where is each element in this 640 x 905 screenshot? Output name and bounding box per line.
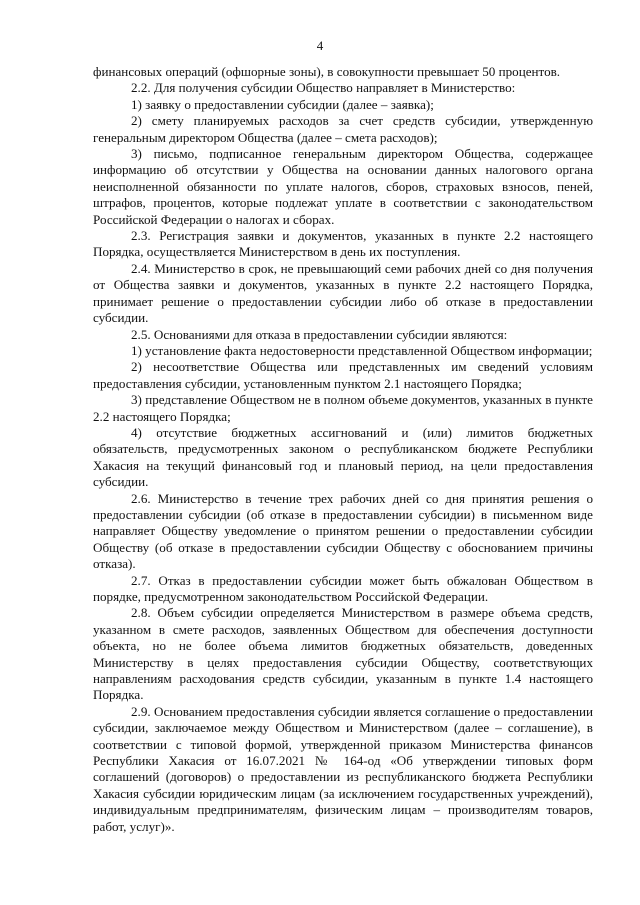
paragraph-2-3: 2.3. Регистрация заявки и документов, указанных в пункте 2.2 настоящего Порядка, осуществляется Министерством в день их поступления. [93, 228, 593, 260]
paragraph-2-5: 2.5. Основаниями для отказа в предоставлении субсидии являются: [131, 326, 508, 342]
paragraph-2-5-item-4: 4) отсутствие бюджетных ассигнований и (или) лимитов бюджетных обязательств, предусмотренных законом о республиканском бюджете Республики Хакасия на текущий финансовый год и плановый период, на цели предоставления субсидии. [93, 424, 593, 490]
paragraph-2-4: 2.4. Министерство в срок, не превышающий семи рабочих дней со дня получения от Общества заявки и документов, указанных в пункте 2.2 настоящего Порядка, принимает решение о предоставлении субсидии либо об отказе в предоставлении субсидии. [93, 260, 593, 326]
paragraph-2-7: 2.7. Отказ в предоставлении субсидии может быть обжалован Обществом в порядке, предусмотренном законодательством Российской Федерации. [93, 572, 593, 604]
paragraph-2-2: 2.2. Для получения субсидии Общество направляет в Министерство: [131, 80, 516, 96]
paragraph-2-5-item-3: 3) представление Обществом не в полном объеме документов, указанных в пункте 2.2 настоящего Порядка; [93, 392, 593, 424]
paragraph-2-5-item-1: 1) установление факта недостоверности представленной Обществом информации; [131, 342, 593, 358]
paragraph-2-2-item-1: 1) заявку о предоставлении субсидии (далее – заявка); [131, 96, 434, 112]
paragraph-2-2-item-3: 3) письмо, подписанное генеральным директором Общества, содержащее информацию об отсутствии у Общества на основании данных налогового органа неисполненной обязанности по уплате налогов, сборов, страховых взносов, пеней, штрафов, процентов, которые подлежат уплате в соответствии с законодательством Российской Федерации о налогах и сборах. [93, 146, 593, 227]
paragraph-2-5-item-2: 2) несоответствие Общества или представленных им сведений условиям предоставления субсидии, установленным пунктом 2.1 настоящего Порядка; [93, 359, 593, 391]
document-body [93, 64, 593, 835]
paragraph-2-8: 2.8. Объем субсидии определяется Министерством в размере объема средств, указанном в смете расходов, заявленных Обществом для обеспечения доступности объекта, но не более объема лимитов бюджетных обязательств, доведенных Министерству в целях предоставления субсидии Обществу, соответствующих направлениям расходования средств субсидии, указанным в пункте 1.4 настоящего Порядка. [93, 605, 593, 703]
paragraph-continuation: финансовых операций (офшорные зоны), в совокупности превышает 50 процентов. [93, 64, 561, 79]
paragraph-2-2-item-2: 2) смету планируемых расходов за счет средств субсидии, утвержденную генеральным директором Общества (далее – смета расходов); [93, 113, 593, 145]
page-number: 4 [316, 38, 324, 53]
paragraph-2-9: 2.9. Основанием предоставления субсидии является соглашение о предоставлении субсидии, заключаемое между Обществом и Министерством (далее – соглашение), в соответствии с типовой формой, утвержденной приказом Министерства финансов Республики Хакасия от 16.07.2021 № 164-од «Об утверждении типовых форм соглашений (договоров) о предоставлении из республиканского бюджета Республики Хакасия субсидии юридическим лицам (за исключением государственных учреждений), индивидуальным предпринимателям, физическим лицам – производителям товаров, работ, услуг)». [93, 703, 593, 834]
paragraph-2-6: 2.6. Министерство в течение трех рабочих дней со дня принятия решения о предоставлении субсидии (об отказе в предоставлении субсидии) в письменном виде направляет Обществу уведомление о принятом решении о предоставлении субсидии Обществу (об отказе в предоставлении субсидии Обществу с обоснованием причины отказа). [93, 490, 593, 572]
